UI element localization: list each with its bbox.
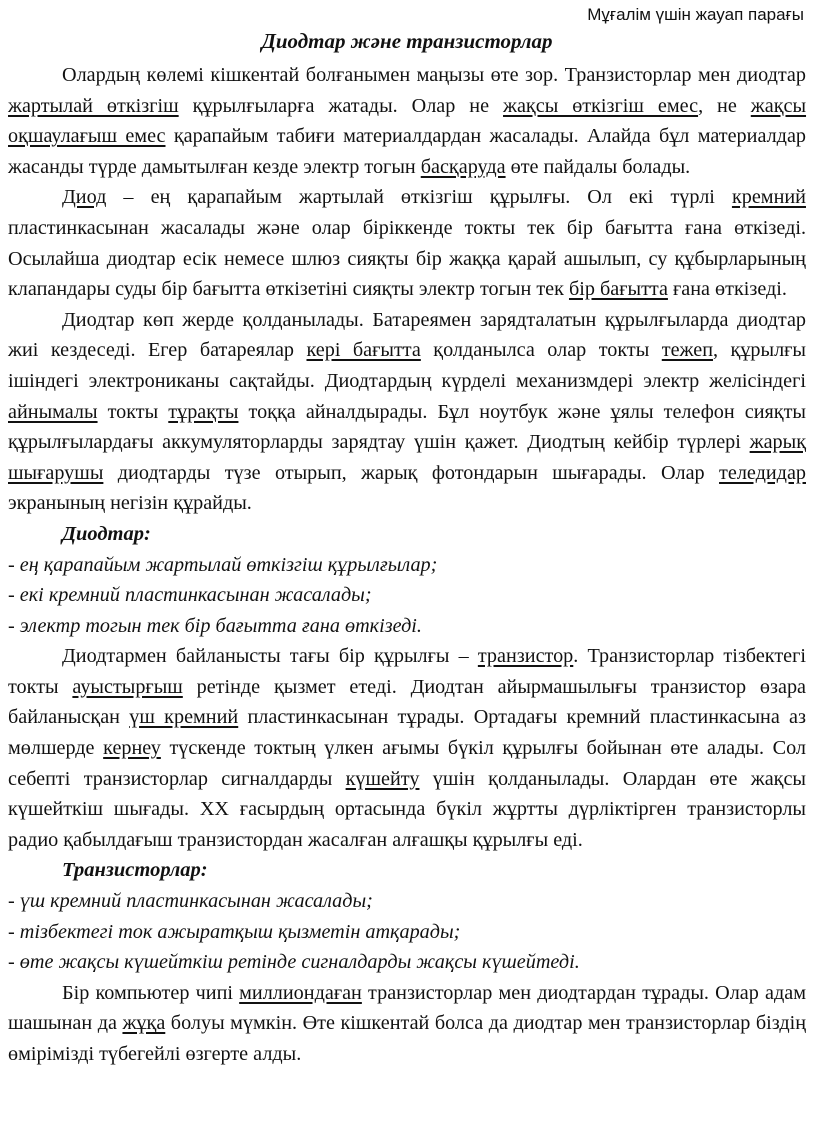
- underlined-term: жақсы өткізгіш емес: [503, 94, 699, 117]
- underlined-term: жарық шығарушы: [8, 431, 806, 484]
- text-run: пластинкасынан жасалады және олар біріккенде токты тек бір бағытта ғана өткізеді. Осылайша диодтар есік немесе шлюз сияқты бір жаққа қарай ашылып, су құбырларының клапандары суды бір бағытта өткізетіні сияқты электр тогын тек: [8, 216, 806, 301]
- underlined-term: транзистор: [477, 645, 574, 668]
- underlined-term: тұрақты: [168, 400, 239, 423]
- text-run: Олардың көлемі кішкентай болғанымен маңызы өте зор. Транзисторлар мен диодтар: [62, 64, 806, 86]
- underlined-term: күшейту: [345, 767, 420, 790]
- underlined-term: миллиондаған: [239, 981, 362, 1004]
- text-run: Диодтар көп жерде қолданылады. Батареямен зарядталатын құрылғыларда диодтар жиі кездеседі. Егер батареялар: [8, 308, 806, 362]
- diodes-list-item: - электр тогын тек бір бағытта ғана өткізеді.: [8, 614, 422, 637]
- text-run: ғана өткізеді.: [667, 278, 787, 301]
- paragraph-5: [8, 978, 806, 1070]
- text-run: – ең қарапайым жартылай өткізгіш құрылғы. Ол екі түрлі: [106, 186, 732, 209]
- underlined-term: айнымалы: [8, 400, 98, 423]
- text-run: өте пайдалы болады.: [505, 155, 691, 178]
- underlined-term: кері бағытта: [306, 339, 421, 362]
- text-run: түскенде токтың үлкен ағымы бүкіл құрылғы бойынан өте алады. Сол себепті транзисторлар сигналдарды: [8, 737, 806, 790]
- text-run: , не: [698, 94, 751, 117]
- underlined-term: ауыстырғыш: [72, 675, 183, 698]
- header-note: Мұғалім үшін жауап парағы: [587, 5, 804, 24]
- underlined-term: Диод: [62, 186, 107, 209]
- document-title: Диодтар және транзисторлар: [261, 29, 553, 53]
- text-run: экранының негізін құрайды.: [8, 492, 252, 515]
- text-run: қарапайым табиғи материалдардан жасалады. Алайда бұл материалдар жасанды түрде дамытылған кезде электр тогын: [8, 125, 806, 178]
- transistors-heading: Транзисторлар:: [62, 859, 208, 882]
- underlined-term: теледидар: [719, 461, 806, 484]
- underlined-term: жұқа: [122, 1012, 166, 1035]
- transistors-list-item: - тізбектегі ток ажыратқыш қызметін атқарады;: [8, 920, 461, 943]
- underlined-term: үш кремний: [129, 706, 239, 729]
- text-run: токты: [97, 400, 169, 423]
- underlined-term: кернеу: [103, 737, 161, 760]
- diodes-list-item: - ең қарапайым жартылай өткізгіш құрылғылар;: [8, 553, 438, 576]
- underlined-term: басқаруда: [420, 155, 506, 178]
- text-run: ретінде қызмет етеді. Диодтан айырмашылығы транзистор өзара байланысқан: [8, 675, 806, 729]
- text-run: қолданылса олар токты: [420, 339, 662, 362]
- text-run: пластинкасынан тұрады. Ортадағы кремний пластинкасына аз мөлшерде: [8, 706, 806, 760]
- text-run: диодтарды түзе отырып, жарық фотондарын шығарады. Олар: [103, 461, 720, 484]
- text-run: тоққа айналдырады. Бұл ноутбук және ұялы телефон сияқты құрылғылардағы аккумуляторларды зарядтау үшін қажет. Диодтың кейбір түрлері: [8, 400, 806, 454]
- text-run: Бір компьютер чипі: [62, 981, 240, 1004]
- text-run: транзисторлар мен диодтардан тұрады. Олар адам шашынан да: [8, 981, 806, 1035]
- transistors-list-item: - үш кремний пластинкасынан жасалады;: [8, 890, 373, 913]
- underlined-term: жақсы оқшаулағыш емес: [8, 94, 807, 148]
- underlined-term: бір бағытта: [568, 278, 668, 301]
- underlined-term: жартылай өткізгіш: [8, 94, 179, 117]
- text-run: . Транзисторлар тізбектегі токты: [8, 645, 806, 698]
- paragraph-1: [8, 60, 806, 182]
- paragraph-2: [8, 182, 806, 304]
- underlined-term: кремний: [731, 186, 806, 209]
- text-run: Диодтармен байланысты тағы бір құрылғы –: [62, 645, 478, 668]
- text-run: болуы мүмкін. Өте кішкентай болса да диодтар мен транзисторлар біздің өмірімізді түбегейлі өзгерте алды.: [8, 1012, 806, 1065]
- text-run: , құрылғы ішіндегі электрониканы сақтайды. Диодтардың күрделі механизмдері электр желісіндегі: [8, 339, 806, 392]
- transistors-list-item: - өте жақсы күшейткіш ретінде сигналдарды жақсы күшейтеді.: [8, 951, 580, 974]
- paragraph-4: [8, 641, 806, 855]
- text-run: үшін қолданылады. Олардан өте жақсы күшейткіш шығады. XX ғасырдың ортасында бүкіл жұртты дүрліктірген транзисторлы радио қабылдағыш транзистордан жасалған алғашқы құрылғы еді.: [8, 767, 806, 851]
- diodes-list-item: - екі кремний пластинкасынан жасалады;: [8, 584, 372, 607]
- underlined-term: тежеп: [661, 339, 713, 362]
- diodes-heading: Диодтар:: [62, 522, 151, 545]
- text-run: құрылғыларға жатады. Олар не: [178, 94, 504, 117]
- paragraph-3: [8, 305, 806, 519]
